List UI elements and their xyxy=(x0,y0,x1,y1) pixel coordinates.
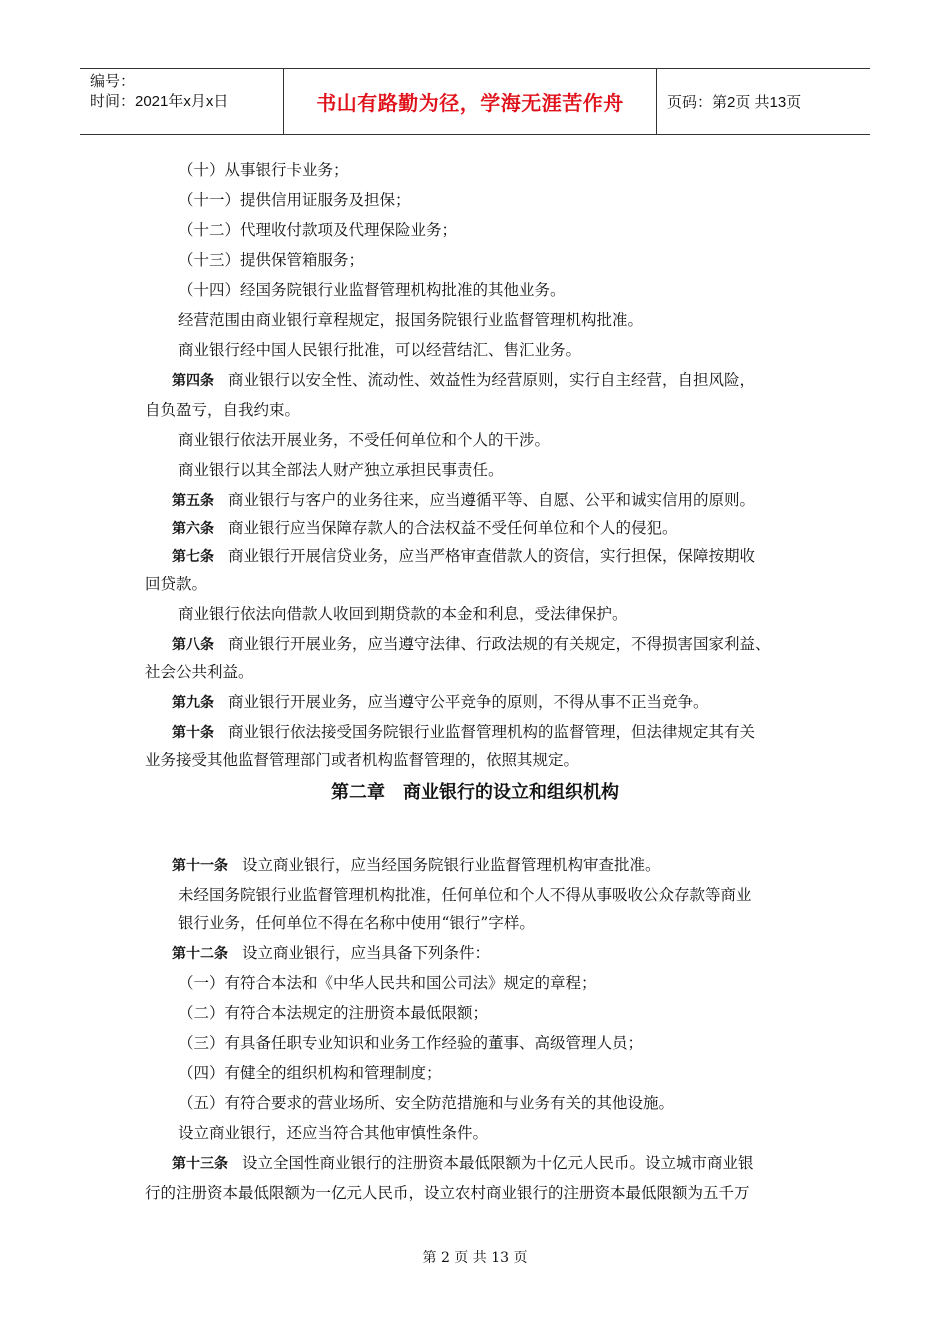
article-text: 商业银行依法接受国务院银行业监督管理机构的监督管理，但法律规定其有关 xyxy=(228,723,756,741)
list-item: （一）有符合本法和《中华人民共和国公司法》规定的章程； xyxy=(178,974,597,992)
article-label: 第六条 xyxy=(172,521,214,537)
article-label: 第七条 xyxy=(172,549,214,565)
article-text: 商业银行开展信贷业务，应当严格审查借款人的资信，实行担保，保障按期收 xyxy=(228,547,756,565)
article-7 xyxy=(172,546,755,567)
article-text: 设立全国性商业银行的注册资本最低限额为十亿元人民币。设立城市商业银 xyxy=(242,1154,754,1172)
paragraph-continued: 银行业务，任何单位不得在名称中使用“银行”字样。 xyxy=(178,914,535,932)
list-item: （十）从事银行卡业务； xyxy=(178,161,349,179)
list-item: （十二）代理收付款项及代理保险业务； xyxy=(178,221,458,239)
article-text-continued: 业务接受其他监督管理部门或者机构监督管理的，依照其规定。 xyxy=(145,751,580,769)
chapter-heading: 第二章 商业银行的设立和组织机构 xyxy=(331,782,619,803)
article-label: 第十三条 xyxy=(172,1156,228,1172)
paragraph: 设立商业银行，还应当符合其他审慎性条件。 xyxy=(178,1124,489,1142)
document-number-label: 编号： xyxy=(90,73,136,90)
article-6 xyxy=(172,518,678,539)
article-10 xyxy=(172,722,755,743)
list-item: （三）有具备任职专业知识和业务工作经验的董事、高级管理人员； xyxy=(178,1034,644,1052)
article-5 xyxy=(172,490,755,511)
paragraph: 商业银行以其全部法人财产独立承担民事责任。 xyxy=(178,461,504,479)
list-item: （四）有健全的组织机构和管理制度； xyxy=(178,1064,442,1082)
article-label: 第五条 xyxy=(172,493,214,509)
article-label: 第八条 xyxy=(172,637,214,653)
page-footer: 第 2 页 共 13 页 xyxy=(422,1250,528,1266)
article-text: 设立商业银行，应当具备下列条件： xyxy=(242,944,491,962)
article-text: 商业银行以安全性、流动性、效益性为经营原则，实行自主经营，自担风险， xyxy=(228,371,756,389)
article-text-continued: 自负盈亏，自我约束。 xyxy=(145,401,301,419)
header-motto: 书山有路勤为径，学海无涯苦作舟 xyxy=(316,91,624,115)
paragraph: 未经国务院银行业监督管理机构批准，任何单位和个人不得从事吸收公众存款等商业 xyxy=(178,886,752,904)
article-text: 商业银行开展业务，应当遵守法律、行政法规的有关规定，不得损害国家利益、 xyxy=(228,635,771,653)
article-13 xyxy=(172,1153,754,1174)
article-11 xyxy=(172,855,661,876)
list-item: （十三）提供保管箱服务； xyxy=(178,251,365,269)
article-text-continued: 行的注册资本最低限额为一亿元人民币，设立农村商业银行的注册资本最低限额为五千万 xyxy=(145,1184,750,1202)
list-item: （十四）经国务院银行业监督管理机构批准的其他业务。 xyxy=(178,281,566,299)
article-8 xyxy=(172,634,771,655)
article-label: 第十条 xyxy=(172,725,214,741)
article-label: 第九条 xyxy=(172,695,214,711)
article-text-continued: 回贷款。 xyxy=(145,575,208,593)
header-page-number: 页码：第2页 共13页 xyxy=(667,94,802,111)
article-label: 第四条 xyxy=(172,373,214,389)
article-label: 第十二条 xyxy=(172,946,228,962)
article-text: 设立商业银行，应当经国务院银行业监督管理机构审查批准。 xyxy=(242,856,661,874)
article-text: 商业银行开展业务，应当遵守公平竞争的原则，不得从事不正当竞争。 xyxy=(228,693,709,711)
article-4 xyxy=(172,370,755,391)
article-text: 商业银行与客户的业务往来，应当遵循平等、自愿、公平和诚实信用的原则。 xyxy=(228,491,756,509)
paragraph: 商业银行依法向借款人收回到期贷款的本金和利息，受法律保护。 xyxy=(178,605,628,623)
article-label: 第十一条 xyxy=(172,858,228,874)
paragraph: 商业银行经中国人民银行批准，可以经营结汇、售汇业务。 xyxy=(178,341,582,359)
article-12 xyxy=(172,943,490,964)
list-item: （五）有符合要求的营业场所、安全防范措施和与业务有关的其他设施。 xyxy=(178,1094,675,1112)
article-text: 商业银行应当保障存款人的合法权益不受任何单位和个人的侵犯。 xyxy=(228,519,678,537)
paragraph: 经营范围由商业银行章程规定，报国务院银行业监督管理机构批准。 xyxy=(178,311,644,329)
list-item: （十一）提供信用证服务及担保； xyxy=(178,191,411,209)
article-text-continued: 社会公共利益。 xyxy=(145,663,254,681)
document-date-label: 时间：2021年x月x日 xyxy=(90,93,229,110)
list-item: （二）有符合本法规定的注册资本最低限额； xyxy=(178,1004,489,1022)
article-9 xyxy=(172,692,709,713)
paragraph: 商业银行依法开展业务，不受任何单位和个人的干涉。 xyxy=(178,431,551,449)
